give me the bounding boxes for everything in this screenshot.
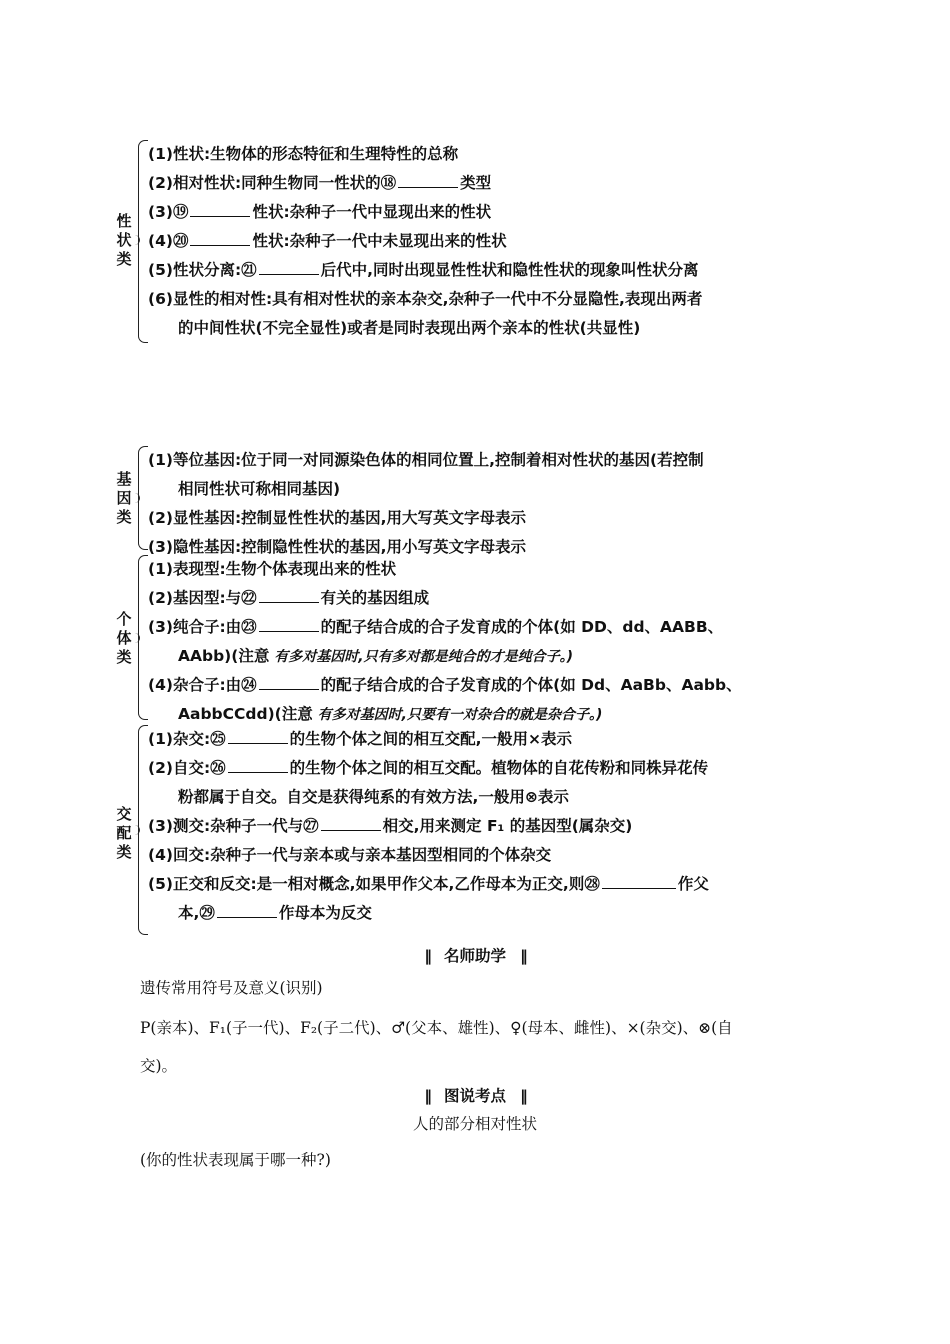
tips-symbols-line-2: 交)。 <box>140 1057 178 1075</box>
genes-item-1: (1)等位基因:位于同一对同源染色体的相同位置上,控制着相对性状的基因(若控制 <box>148 451 704 469</box>
answer-blank-26[interactable] <box>228 758 288 773</box>
answer-blank-27[interactable] <box>321 816 381 831</box>
genes-category-label: 基因类 <box>116 470 132 526</box>
tips-heading: ‖ 名师助学 ‖ <box>424 947 526 965</box>
mating-section <box>116 725 880 935</box>
genes-section <box>116 446 880 556</box>
heading-bar-left: ‖ <box>424 1087 430 1105</box>
mating-item-2: (2)自交:㉖ 的生物个体之间的相互交配。植物体的自花传粉和同株异花传 <box>148 759 709 777</box>
genes-item-2: (2)显性基因:控制显性性状的基因,用大写英文字母表示 <box>148 509 527 527</box>
mating-item-4: (4)回交:杂种子一代与亲本或与亲本基因型相同的个体杂交 <box>148 846 552 864</box>
individuals-item-3-cont: AAbb)(注意 有多对基因时,只有多对都是纯合的才是纯合子。) <box>178 647 573 665</box>
traits-item-6-cont: 的中间性状(不完全显性)或者是同时表现出两个亲本的性状(共显性) <box>178 319 641 337</box>
mating-lines <box>148 725 709 928</box>
mating-item-3: (3)测交:杂种子一代与㉗ 相交,用来测定 F₁ 的基因型(属杂交) <box>148 817 633 835</box>
individuals-category-label: 个体类 <box>116 610 132 666</box>
mating-category-label: 交配类 <box>116 805 132 861</box>
mating-item-1: (1)杂交:㉕ 的生物个体之间的相互交配,一般用×表示 <box>148 730 573 748</box>
traits-category-label: 性状类 <box>116 212 132 268</box>
genes-lines <box>148 446 704 562</box>
mating-item-2-cont: 粉都属于自交。自交是获得纯系的有效方法,一般用⊗表示 <box>178 788 569 806</box>
traits-item-6: (6)显性的相对性:具有相对性状的亲本杂交,杂种子一代中不分显隐性,表现出两者 <box>148 290 703 308</box>
individuals-item-4: (4)杂合子:由㉔ 的配子结合成的合子发育成的个体(如 Dd、AaBb、Aabb、 <box>148 676 742 694</box>
answer-blank-28[interactable] <box>602 874 676 889</box>
genes-item-3: (3)隐性基因:控制隐性性状的基因,用小写英文字母表示 <box>148 538 527 556</box>
tips-symbols-line-1: P(亲本)、F₁(子一代)、F₂(子二代)、♂(父本、雄性)、♀(母本、雌性)、×(杂交)、⊗(自 <box>140 1019 733 1037</box>
genes-item-1-cont: 相同性状可称相同基因) <box>178 480 341 498</box>
individuals-item-2: (2)基因型:与㉒ 有关的基因组成 <box>148 589 430 607</box>
individuals-item-1: (1)表现型:生物个体表现出来的性状 <box>148 560 397 578</box>
answer-blank-19[interactable] <box>190 202 250 217</box>
individuals-item-4-cont: AabbCCdd)(注意 有多对基因时,只要有一对杂合的就是杂合子。) <box>178 705 603 723</box>
answer-blank-23[interactable] <box>259 617 319 632</box>
answer-blank-22[interactable] <box>259 588 319 603</box>
answer-blank-18[interactable] <box>398 173 458 188</box>
traits-item-4: (4)⑳ 性状:杂种子一代中未显现出来的性状 <box>148 232 507 250</box>
mating-item-5-cont: 本,㉙ 作母本为反交 <box>178 904 372 922</box>
individuals-section <box>116 555 880 723</box>
figure-heading: ‖ 图说考点 ‖ <box>424 1087 526 1105</box>
traits-item-3: (3)⑲ 性状:杂种子一代中显现出来的性状 <box>148 203 492 221</box>
mating-item-5: (5)正交和反交:是一相对概念,如果甲作父本,乙作母本为正交,则㉘ 作父 <box>148 875 709 893</box>
heading-bar-left: ‖ <box>424 947 430 965</box>
answer-blank-20[interactable] <box>190 231 250 246</box>
answer-blank-21[interactable] <box>259 260 319 275</box>
answer-blank-24[interactable] <box>259 675 319 690</box>
traits-section <box>116 140 880 343</box>
answer-blank-29[interactable] <box>217 903 277 918</box>
traits-item-5: (5)性状分离:㉑ 后代中,同时出现显性性状和隐性性状的现象叫性状分离 <box>148 261 699 279</box>
heading-bar-right: ‖ <box>520 947 526 965</box>
individuals-lines <box>148 555 742 729</box>
traits-item-1: (1)性状:生物体的形态特征和生理特性的总称 <box>148 145 459 163</box>
heading-bar-right: ‖ <box>520 1087 526 1105</box>
figure-question: (你的性状表现属于哪一种?) <box>140 1151 331 1169</box>
tips-subtitle: 遗传常用符号及意义(识别) <box>140 979 323 997</box>
figure-title: 人的部分相对性状 <box>412 1115 537 1133</box>
individuals-item-3: (3)纯合子:由㉓ 的配子结合成的合子发育成的个体(如 DD、dd、AABB、 <box>148 618 724 636</box>
answer-blank-25[interactable] <box>228 729 288 744</box>
traits-item-2: (2)相对性状:同种生物同一性状的⑱ 类型 <box>148 174 492 192</box>
traits-lines <box>148 140 702 343</box>
